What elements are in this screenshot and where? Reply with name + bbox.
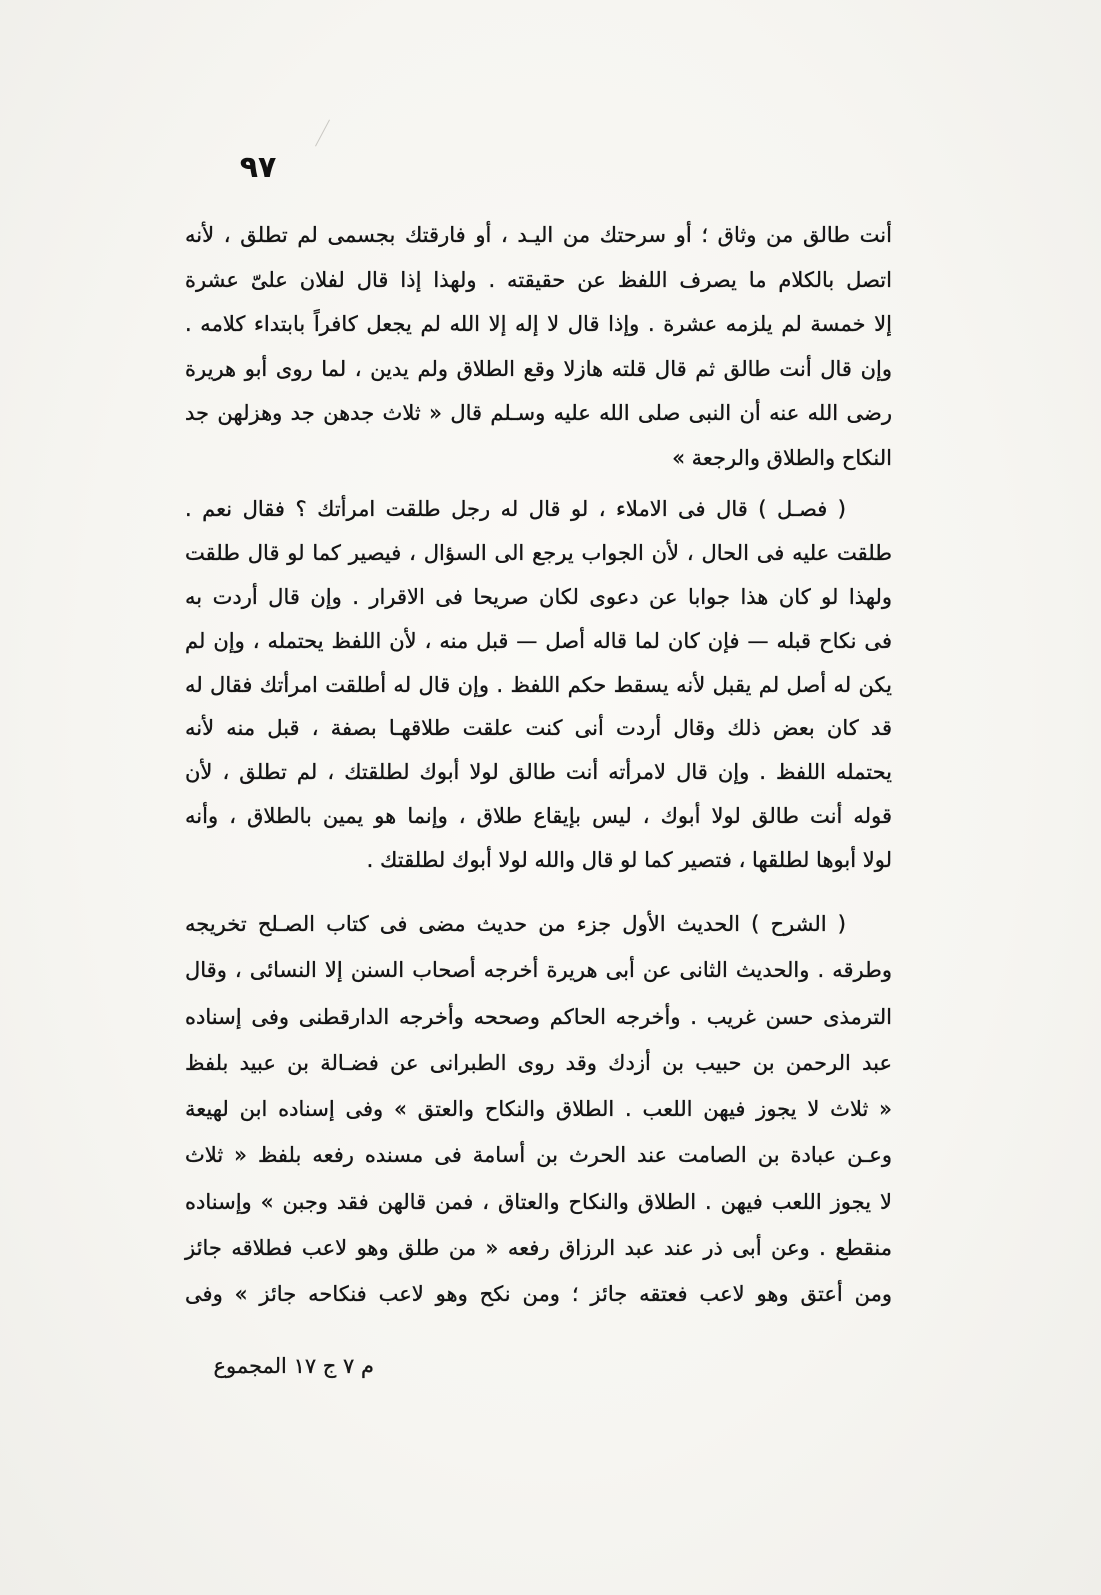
paragraph-continuation [185,213,892,481]
text-line: إلا خمسة لم يلزمه عشرة . وإذا قال لا إله إلا الله لم يجعل كافراً بابتداء كلامه . [185,311,892,337]
page-number: ٩٧ [239,150,277,185]
paragraph-commentary [185,901,892,1318]
text-line: وطرقه . والحديث الثانى عن أبى هريرة أخرجه أصحاب السنن إلا النسائى ، وقال [185,957,892,983]
text-line: ولهذا لو كان هذا جوابا عن دعوى لكان صريحا فى الاقرار . وإن قال أردت به [185,583,892,609]
section-heading-line: ( فصـل ) قال فى الاملاء ، لو قال له رجل طلقت امرأتك ؟ فقال نعم . [185,496,846,521]
commentary-heading-line: ( الشرح ) الحديث الأول جزء من حديث مضى فى كتاب الصـلح تخريجه [185,911,846,936]
text-line: « ثلاث لا يجوز فيهن اللعب . الطلاق والنكاح والعتق » وفى إسناده ابن لهيعة [185,1096,892,1122]
text-line: أنت طالق من وثاق ؛ أو سرحتك من اليـد ، أو فارقتك بجسمى لم تطلق ، لأنه [185,222,892,247]
text-line: لولا أبوها لطلقها ، فتصير كما لو قال والله لولا أبوك لطلقتك . [366,847,892,873]
text-line: وعـن عبادة بن الصامت عند الحرث بن أسامة فى مسنده رفعه بلفظ « ثلاث [185,1142,892,1168]
text-line: ومن أعتق وهو لاعب فعتقه جائز ؛ ومن نكح وهو لاعب فنكاحه جائز » وفى [185,1281,892,1307]
text-line: لا يجوز اللعب فيهن . الطلاق والنكاح والعتاق ، فمن قالهن فقد وجبن » وإسناده [185,1188,892,1214]
paragraph-section [185,487,892,882]
text-line: وإن قال أنت طالق ثم قال قلته هازلا وقع الطلاق ولم يدين ، لما روى أبو هريرة [185,355,892,381]
text-line: يكن له أصل لم يقبل لأنه يسقط حكم اللفظ . وإن قال له أطلقت امرأتك فقال له [185,671,892,697]
text-line: فى نكاح قبله — فإن كان لما قاله أصل — قبل منه ، لأن اللفظ يحتمله ، وإن لم [185,627,892,653]
text-line: النكاح والطلاق والرجعة » [672,444,892,470]
text-line: يحتمله اللفظ . وإن قال لامرأته أنت طالق لولا أبوك لطلقتك ، لم تطلق ، لأن [185,759,892,785]
text-line: رضى الله عنه أن النبى صلى الله عليه وسـلم قال « ثلاث جدهن جد وهزلهن جد [185,400,892,426]
text-line: قد كان بعض ذلك وقال أردت أنى كنت علقت طلاقهـا بصفة ، قبل منه لأنه [185,715,892,741]
text-line: طلقت عليه فى الحال ، لأن الجواب يرجع الى السؤال ، فيصير كما لو قال طلقت [185,539,892,565]
footer-signature: م ٧ ج ١٧ المجموع [213,1354,374,1378]
text-line: عبد الرحمن بن حبيب بن أزدك وقد روى الطبرانى عن فضـالة بن عبيد بلفظ [185,1049,892,1075]
text-line: قوله أنت طالق لولا أبوك ، ليس بإيقاع طلاق ، وإنما هو يمين بالطلاق ، وأنه [185,803,892,829]
scan-artifact [315,120,330,147]
text-line: الترمذى حسن غريب . وأخرجه الحاكم وصححه وأخرجه الدارقطنى وفى إسناده [185,1003,892,1029]
text-line: اتصل بالكلام ما يصرف اللفظ عن حقيقته . ولهذا إذا قال لفلان علىّ عشرة [185,266,892,292]
text-line: منقطع . وعن أبى ذر عند عبد الرزاق رفعه « من طلق وهو لاعب فطلاقه جائز [185,1235,892,1261]
